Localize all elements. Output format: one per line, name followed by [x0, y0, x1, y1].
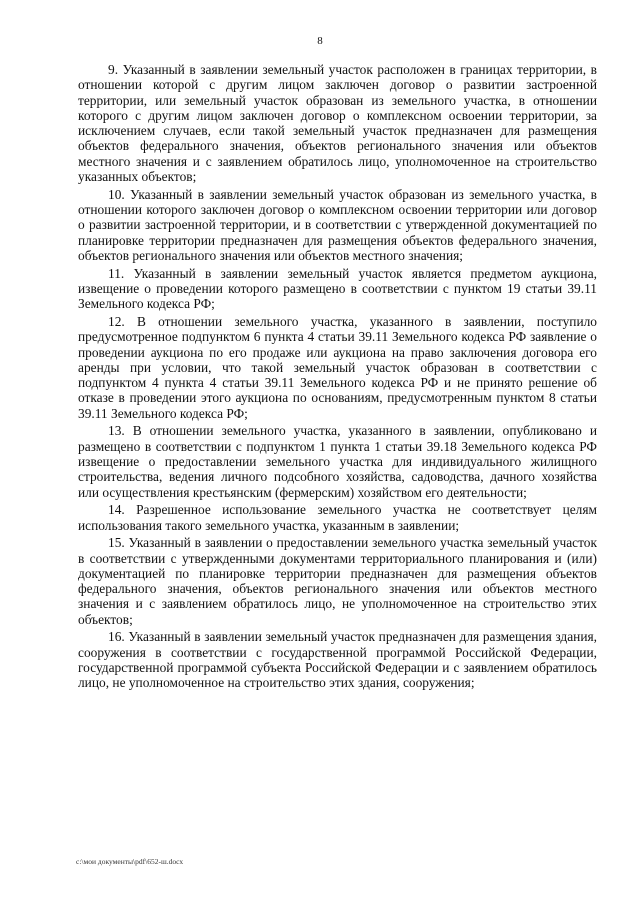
paragraph-14: 14. Разрешенное использование земельного участка не соответствует целям использования такого земельного участка, указанным в заявлении; [78, 502, 597, 533]
paragraph-11: 11. Указанный в заявлении земельный участок является предметом аукциона, извещение о проведении которого размещено в соответствии с пунктом 19 статьи 39.11 Земельного кодекса РФ; [78, 265, 597, 312]
paragraph-15: 15. Указанный в заявлении о предоставлении земельного участка земельный участок в соответствии с утвержденными документами территориального планирования и (или) документацией по планировке территории предназначен для размещения объектов федерального значения, объектов регионального значения или объектов местного значения и с заявлением обратилось лицо, не уполномоченное на строительство этих объектов; [78, 535, 597, 627]
paragraph-16: 16. Указанный в заявлении земельный участок предназначен для размещения здания, сооружения в соответствии с государственной программой Российской Федерации, государственной программой субъекта Российской Федерации и с заявлением обратилось лицо, не уполномоченное на строительство этих здания, сооружения; [78, 629, 597, 691]
paragraph-9: 9. Указанный в заявлении земельный участок расположен в границах территории, в отношении которой с другим лицом заключен договор о развитии застроенной территории, или земельный участок образован из земельного участка, в отношении которого с другим лицом заключен договор о комплексном освоении территории, за исключением случаев, если такой земельный участок предназначен для размещения объектов федерального значения, объектов регионального значения или объектов местного значения и с заявлением обратилось лицо, уполномоченное на строительство указанных объектов; [78, 62, 597, 185]
footer-file-path: c:\мои документы\pdf\652-ш.docx [76, 857, 184, 866]
document-body [78, 62, 597, 693]
page-number: 8 [317, 35, 323, 47]
paragraph-10: 10. Указанный в заявлении земельный участок образован из земельного участка, в отношении которого заключен договор о комплексном освоении территории или договор о развитии застроенной территории, и в соответствии с утвержденной документацией по планировке территории предназначен для размещения объектов федерального значения, объектов регионального значения или объектов местного значения; [78, 186, 597, 263]
paragraph-12: 12. В отношении земельного участка, указанного в заявлении, поступило предусмотренное подпунктом 6 пункта 4 статьи 39.11 Земельного кодекса РФ заявление о проведении аукциона по его продаже или аукциона на право заключения договора его аренды при условии, что такой земельный участок образован в соответствии с подпунктом 4 пункта 4 статьи 39.11 Земельного кодекса РФ и не принято решение об отказе в проведении этого аукциона по основаниям, предусмотренным пунктом 8 статьи 39.11 Земельного кодекса РФ; [78, 313, 597, 421]
paragraph-13: 13. В отношении земельного участка, указанного в заявлении, опубликовано и размещено в соответствии с подпунктом 1 пункта 1 статьи 39.18 Земельного кодекса РФ извещение о предоставлении земельного участка для индивидуального жилищного строительства, ведения личного подсобного хозяйства, садоводства, дачного хозяйства или осуществления крестьянским (фермерским) хозяйством его деятельности; [78, 423, 597, 500]
